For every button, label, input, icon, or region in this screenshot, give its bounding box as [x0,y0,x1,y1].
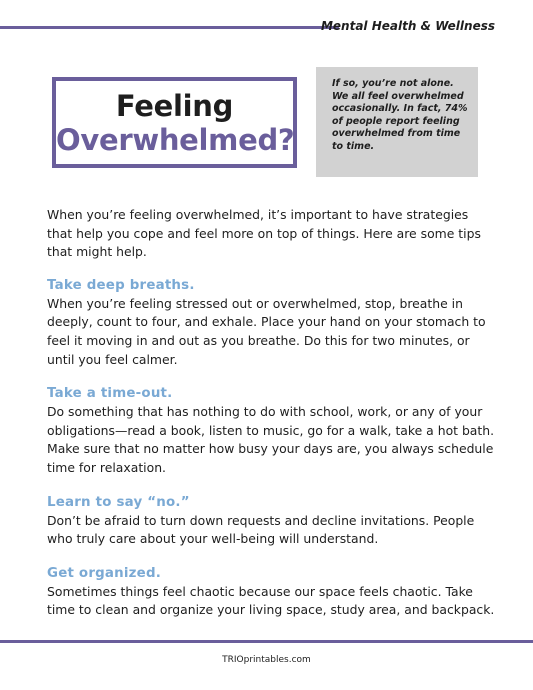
header-label: Mental Health & Wellness [320,19,495,33]
bottom-rule [0,640,533,643]
tip-heading: Take a time-out. [47,386,173,402]
tip-heading: Get organized. [47,565,162,581]
statistic-callout: If so, you’re not alone. We all feel overwhelmed occasionally. In fact, 74% of people report feeling overwhelmed from time to time. [316,67,478,177]
tip-body: Sometimes things feel chaotic because our space feels chaotic. Take time to clean and organize your living space, study area, and backpack. [47,583,495,618]
intro-paragraph: When you’re feeling overwhelmed, it’s important to have strategies that help you cope and feel more on top of things. Here are some tips that might help. [47,207,481,260]
article-body [47,206,497,636]
title-box [52,77,297,168]
tip-body: When you’re feeling stressed out or overwhelmed, stop, breathe in deeply, count to four, and exhale. Place your hand on your stomach to feel it moving in and out as you breathe. Do this for two minutes, or until you feel calmer. [47,295,486,367]
tip-section [47,385,497,477]
tip-section [47,277,497,369]
tip-section [47,494,497,549]
tip-heading: Take deep breaths. [47,277,195,293]
tip-body: Do something that has nothing to do with school, work, or any of your obligations—read a book, listen to music, go for a walk, take a hot bath. Make sure that no matter how busy your days are, you always schedule time for relaxation. [47,404,495,475]
tip-heading: Learn to say “no.” [47,494,190,510]
top-rule [0,26,339,29]
title-line-1: Feeling [115,89,234,123]
title-line-2: Overwhelmed? [56,123,295,157]
tip-section [47,565,497,620]
tip-body: Don’t be afraid to turn down requests and decline invitations. People who truly care about your well-being will understand. [47,512,475,547]
footer-site: TRIOprintables.com [222,655,311,665]
